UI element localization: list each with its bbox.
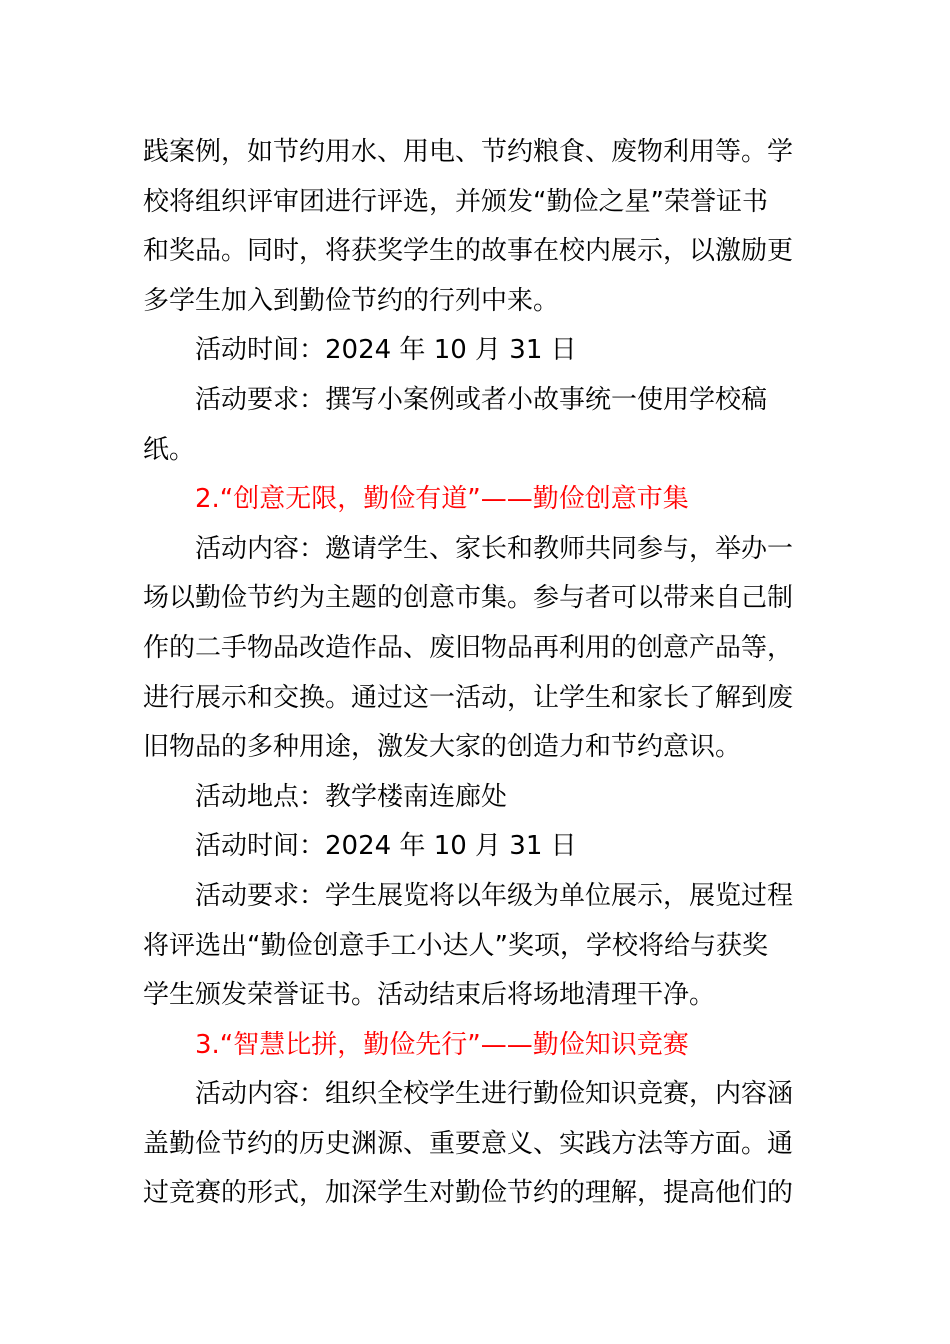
paragraph-line: 践案例，如节约用水、用电、节约粮食、废物利用等。学 — [143, 137, 794, 167]
paragraph-line: 盖勤俭节约的历史渊源、重要意义、实践方法等方面。通 — [143, 1128, 794, 1159]
paragraph-line: 活动要求：学生展览将以年级为单位展示，展览过程 — [195, 880, 794, 911]
paragraph-line: 活动地点：教学楼南连廊处 — [195, 781, 508, 812]
paragraph-line: 活动内容：组织全校学生进行勤俭知识竞赛，内容涵 — [195, 1079, 794, 1110]
paragraph-line: 多学生加入到勤俭节约的行列中来。 — [143, 285, 560, 316]
paragraph-line: 校将组织评审团进行评选，并颁发“勤俭之星”荣誉证书 — [143, 186, 768, 217]
paragraph-line: 将评选出“勤俭创意手工小达人”奖项，学校将给与获奖 — [143, 930, 768, 961]
document-body — [143, 128, 813, 1219]
section-heading: 3.“智慧比拼，勤俭先行”——勤俭知识竞赛 — [195, 1029, 689, 1060]
paragraph-line: 和奖品。同时，将获奖学生的故事在校内展示，以激励更 — [143, 236, 794, 267]
paragraph-line: 场以勤俭节约为主题的创意市集。参与者可以带来自己制 — [143, 583, 794, 614]
paragraph-line: 纸。 — [143, 434, 196, 465]
paragraph-line: 过竞赛的形式，加深学生对勤俭节约的理解，提高他们的 — [143, 1178, 794, 1209]
paragraph-line: 旧物品的多种用途，激发大家的创造力和节约意识。 — [143, 732, 742, 763]
paragraph-line: 活动时间：2024 年 10 月 31 日 — [195, 335, 577, 366]
section-heading: 2.“创意无限，勤俭有道”——勤俭创意市集 — [195, 484, 689, 515]
paragraph-line: 活动要求：撰写小案例或者小故事统一使用学校稿 — [195, 384, 768, 415]
paragraph-line: 进行展示和交换。通过这一活动，让学生和家长了解到废 — [143, 682, 794, 713]
paragraph-line: 活动时间：2024 年 10 月 31 日 — [195, 831, 577, 862]
paragraph-line: 学生颁发荣誉证书。活动结束后将场地清理干净。 — [143, 980, 716, 1011]
paragraph-line: 作的二手物品改造作品、废旧物品再利用的创意产品等， — [143, 632, 794, 663]
paragraph-line: 活动内容：邀请学生、家长和教师共同参与，举办一 — [195, 533, 794, 564]
